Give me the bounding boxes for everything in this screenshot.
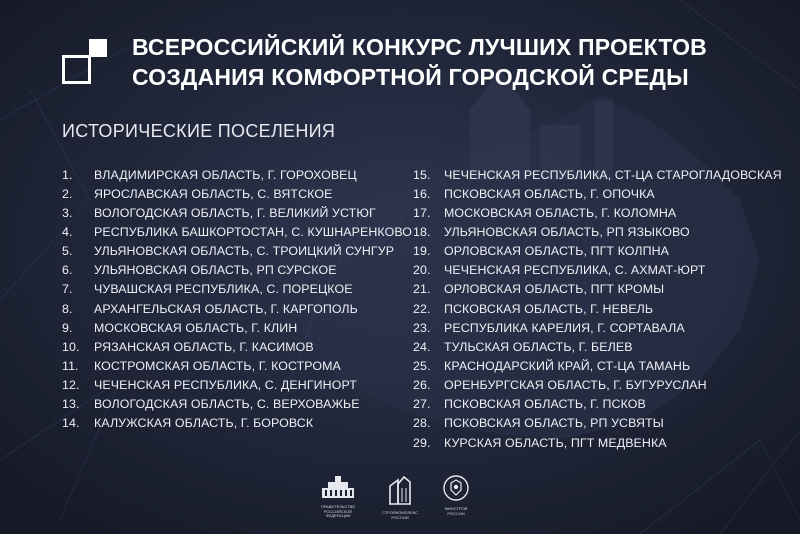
stroykompleks-logo xyxy=(378,474,422,520)
item-text: ПСКОВСКАЯ ОБЛАСТЬ, Г. ОПОЧКА xyxy=(444,186,655,201)
item-number: 4. xyxy=(62,224,73,239)
list-item xyxy=(413,318,782,337)
logo2-caption-2: РОССИИ xyxy=(391,514,409,520)
item-number: 9. xyxy=(62,320,73,335)
item-number: 10. xyxy=(62,339,80,354)
item-number: 20. xyxy=(413,263,431,278)
list-item xyxy=(62,222,412,241)
list-item xyxy=(62,337,412,356)
item-text: ВОЛОГОДСКАЯ ОБЛАСТЬ, С. ВЕРХОВАЖЬЕ xyxy=(94,397,360,412)
item-number: 26. xyxy=(413,378,431,393)
item-text: АРХАНГЕЛЬСКАЯ ОБЛАСТЬ, Г. КАРГОПОЛЬ xyxy=(94,301,358,316)
page-title xyxy=(132,32,800,92)
list-item xyxy=(413,433,782,452)
list-item xyxy=(413,299,782,318)
list-item xyxy=(62,414,412,433)
item-text: КАЛУЖСКАЯ ОБЛАСТЬ, Г. БОРОВСК xyxy=(94,416,314,431)
list-item xyxy=(62,184,412,203)
item-number: 8. xyxy=(62,301,73,316)
list-item xyxy=(62,280,412,299)
emblem-icon xyxy=(442,474,470,502)
item-number: 24. xyxy=(413,339,431,354)
list-item xyxy=(62,395,412,414)
item-text: ПСКОВСКАЯ ОБЛАСТЬ, РП УСВЯТЫ xyxy=(444,416,664,431)
list-item xyxy=(413,165,782,184)
item-text: ВОЛОГОДСКАЯ ОБЛАСТЬ, Г. ВЕЛИКИЙ УСТЮГ xyxy=(94,205,376,220)
list-item xyxy=(62,356,412,375)
government-building-icon xyxy=(320,474,356,500)
logo1-caption-2: РОССИЙСКОЙ xyxy=(323,508,353,514)
minstroy-logo xyxy=(434,474,478,516)
item-text: КОСТРОМСКАЯ ОБЛАСТЬ, Г. КОСТРОМА xyxy=(94,358,341,373)
list-item xyxy=(413,222,782,241)
logo3-caption-1: МИНСТРОЙ xyxy=(444,506,468,511)
item-text: ПСКОВСКАЯ ОБЛАСТЬ, Г. ПСКОВ xyxy=(444,397,646,412)
item-text: УЛЬЯНОВСКАЯ ОБЛАСТЬ, С. ТРОИЦКИЙ СУНГУР xyxy=(94,244,395,259)
list-item xyxy=(413,280,782,299)
list-item xyxy=(62,299,412,318)
item-text: ЧЕЧЕНСКАЯ РЕСПУБЛИКА, С. АХМАТ-ЮРТ xyxy=(444,263,706,278)
item-number: 25. xyxy=(413,358,431,373)
section-subtitle: ИСТОРИЧЕСКИЕ ПОСЕЛЕНИЯ xyxy=(62,121,336,141)
building-blocks-icon xyxy=(387,474,413,506)
item-text: ЧУВАШСКАЯ РЕСПУБЛИКА, С. ПОРЕЦКОЕ xyxy=(94,282,353,297)
item-text: РЯЗАНСКАЯ ОБЛАСТЬ, Г. КАСИМОВ xyxy=(94,339,314,354)
item-text: УЛЬЯНОВСКАЯ ОБЛАСТЬ, РП ЯЗЫКОВО xyxy=(444,224,690,239)
item-number: 5. xyxy=(62,244,73,259)
list-item xyxy=(413,184,782,203)
item-text: УЛЬЯНОВСКАЯ ОБЛАСТЬ, РП СУРСКОЕ xyxy=(94,263,337,278)
item-number: 1. xyxy=(62,167,73,182)
item-number: 18. xyxy=(413,224,431,239)
title-line-2: СОЗДАНИЯ КОМФОРТНОЙ ГОРОДСКОЙ СРЕДЫ xyxy=(132,64,689,90)
title-line-1: ВСЕРОССИЙСКИЙ КОНКУРС ЛУЧШИХ ПРОЕКТОВ xyxy=(132,34,707,60)
list-item xyxy=(62,242,412,261)
list-item xyxy=(62,376,412,395)
item-number: 11. xyxy=(62,358,79,373)
item-number: 3. xyxy=(62,205,73,220)
item-text: ЧЕЧЕНСКАЯ РЕСПУБЛИКА, С. ДЕНГИНОРТ xyxy=(94,378,357,393)
item-text: РЕСПУБЛИКА КАРЕЛИЯ, Г. СОРТАВАЛА xyxy=(444,320,685,335)
settlements-list-right xyxy=(413,165,782,452)
item-text: ОРЛОВСКАЯ ОБЛАСТЬ, ПГТ КРОМЫ xyxy=(444,282,665,297)
item-number: 12. xyxy=(62,378,80,393)
list-item xyxy=(413,242,782,261)
item-number: 28. xyxy=(413,416,431,431)
settlements-list-left xyxy=(62,165,412,433)
list-item xyxy=(62,318,412,337)
list-item xyxy=(413,337,782,356)
list-item xyxy=(413,356,782,375)
item-number: 7. xyxy=(62,282,73,297)
list-item xyxy=(413,414,782,433)
item-text: ВЛАДИМИРСКАЯ ОБЛАСТЬ, Г. ГОРОХОВЕЦ xyxy=(94,167,357,182)
list-item xyxy=(413,261,782,280)
squares-logo-icon xyxy=(62,38,108,84)
government-logo xyxy=(316,474,360,519)
logo1-caption-1: ПРАВИТЕЛЬСТВО xyxy=(320,504,356,509)
item-text: РЕСПУБЛИКА БАШКОРТОСТАН, С. КУШНАРЕНКОВО xyxy=(94,224,413,239)
item-number: 22. xyxy=(413,301,431,316)
list-item xyxy=(413,395,782,414)
item-text: МОСКОВСКАЯ ОБЛАСТЬ, Г. КОЛОМНА xyxy=(444,205,677,220)
item-number: 2. xyxy=(62,186,73,201)
logo3-caption-2: РОССИИ xyxy=(447,510,465,516)
logo2-caption-1: СТРОЙКОМПЛЕКС xyxy=(382,510,418,515)
item-number: 13. xyxy=(62,397,80,412)
list-item xyxy=(62,261,412,280)
item-text: ОРЕНБУРГСКАЯ ОБЛАСТЬ, Г. БУГУРУСЛАН xyxy=(444,378,707,393)
item-text: КРАСНОДАРСКИЙ КРАЙ, СТ-ЦА ТАМАНЬ xyxy=(444,358,691,373)
item-number: 6. xyxy=(62,263,73,278)
item-text: ТУЛЬСКАЯ ОБЛАСТЬ, Г. БЕЛЕВ xyxy=(444,339,633,354)
item-number: 17. xyxy=(413,205,431,220)
footer-logos xyxy=(300,474,500,524)
item-text: ЧЕЧЕНСКАЯ РЕСПУБЛИКА, СТ-ЦА СТАРОГЛАДОВСКАЯ xyxy=(444,167,782,182)
item-number: 21. xyxy=(413,282,431,297)
item-number: 27. xyxy=(413,397,431,412)
item-number: 16. xyxy=(413,186,431,201)
item-number: 23. xyxy=(413,320,431,335)
item-text: ОРЛОВСКАЯ ОБЛАСТЬ, ПГТ КОЛПНА xyxy=(444,244,670,259)
list-item xyxy=(62,203,412,222)
item-number: 14. xyxy=(62,416,80,431)
logo1-caption-3: ФЕДЕРАЦИИ xyxy=(325,513,351,518)
list-item xyxy=(62,165,412,184)
item-text: ПСКОВСКАЯ ОБЛАСТЬ, Г. НЕВЕЛЬ xyxy=(444,301,654,316)
list-item xyxy=(413,203,782,222)
item-text: КУРСКАЯ ОБЛАСТЬ, ПГТ МЕДВЕНКА xyxy=(444,435,667,450)
item-number: 15. xyxy=(413,167,431,182)
item-text: ЯРОСЛАВСКАЯ ОБЛАСТЬ, С. ВЯТСКОЕ xyxy=(94,186,333,201)
item-number: 19. xyxy=(413,244,431,259)
item-number: 29. xyxy=(413,435,431,450)
list-item xyxy=(413,376,782,395)
item-text: МОСКОВСКАЯ ОБЛАСТЬ, Г. КЛИН xyxy=(94,320,298,335)
